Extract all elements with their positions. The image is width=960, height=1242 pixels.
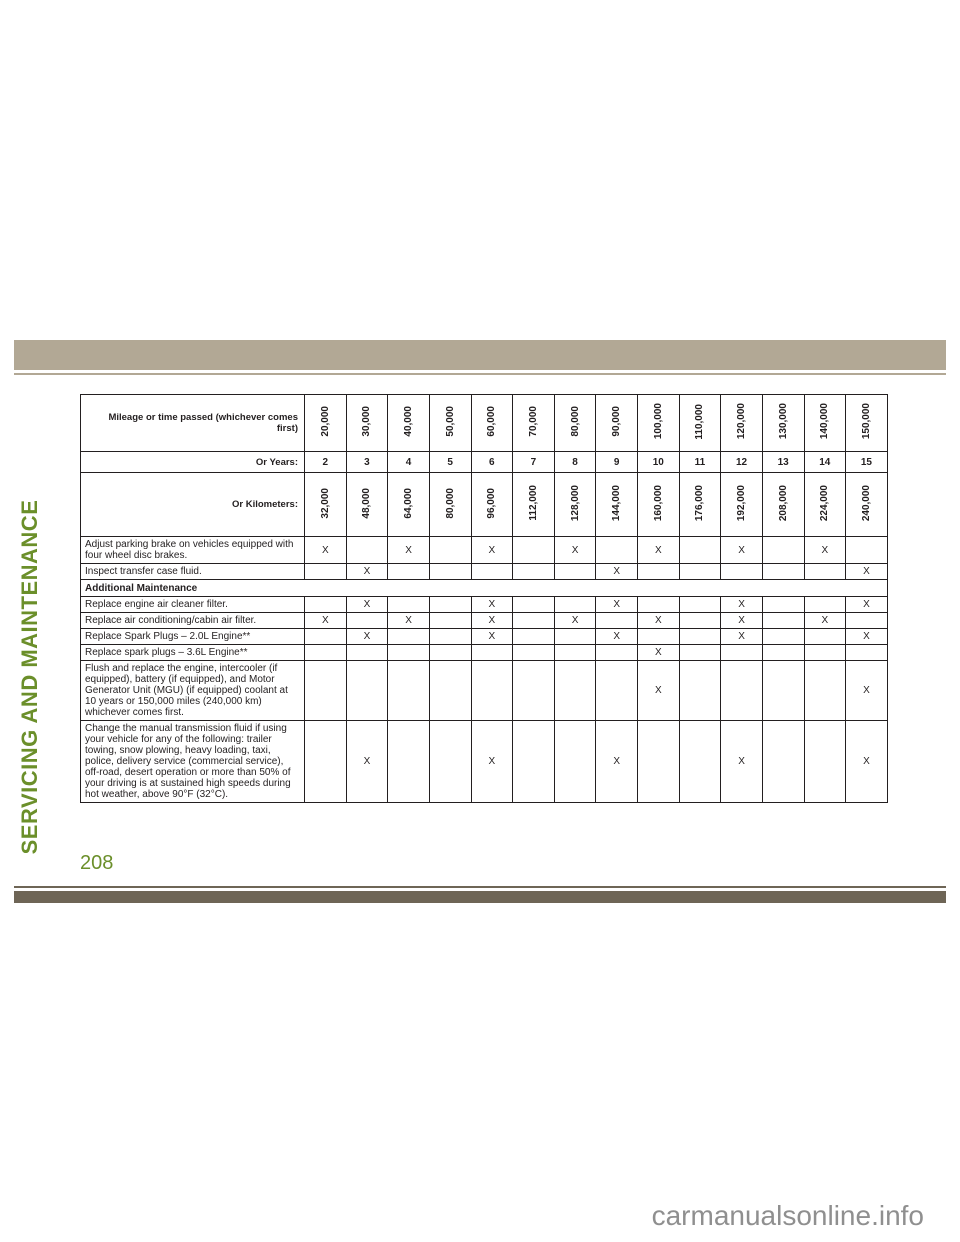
schedule-mark-cell <box>638 629 680 645</box>
schedule-mark-cell <box>429 629 471 645</box>
mileage-value: 60,000 <box>486 406 498 437</box>
schedule-mark-cell: X <box>638 661 680 721</box>
kilometers-header-cell <box>679 473 721 537</box>
schedule-mark-cell: X <box>721 613 763 629</box>
schedule-mark-cell <box>721 564 763 580</box>
schedule-mark-cell <box>388 629 430 645</box>
mileage-header-cell <box>638 395 680 452</box>
schedule-mark-cell <box>679 661 721 721</box>
schedule-mark-cell: X <box>388 537 430 564</box>
schedule-mark-cell <box>762 645 804 661</box>
schedule-mark-cell: X <box>471 629 513 645</box>
schedule-mark-cell: X <box>471 597 513 613</box>
schedule-mark-cell <box>305 564 347 580</box>
mileage-value: 70,000 <box>527 406 539 437</box>
schedule-mark-cell: X <box>554 613 596 629</box>
maintenance-item-label: Replace engine air cleaner filter. <box>81 597 305 613</box>
kilometers-header-cell <box>513 473 555 537</box>
schedule-mark-cell <box>429 645 471 661</box>
schedule-mark-cell <box>804 629 846 645</box>
mileage-value: 30,000 <box>361 406 373 437</box>
maintenance-item-label: Flush and replace the engine, intercooler (if equipped), battery (if equipped), and Motor Generator Unit (MGU) (if equipped) coolant at 10 years or 150,000 miles (240,000 km) whichever comes first. <box>81 661 305 721</box>
schedule-mark-cell: X <box>471 613 513 629</box>
schedule-mark-cell <box>388 564 430 580</box>
mileage-header-cell <box>596 395 638 452</box>
schedule-mark-cell <box>804 597 846 613</box>
page-number: 208 <box>80 852 114 874</box>
maintenance-item-label: Inspect transfer case fluid. <box>81 564 305 580</box>
schedule-mark-cell: X <box>346 721 388 803</box>
schedule-mark-cell <box>513 629 555 645</box>
maintenance-row <box>81 613 888 629</box>
kilometers-header-cell <box>388 473 430 537</box>
schedule-mark-cell: X <box>305 613 347 629</box>
schedule-mark-cell <box>305 721 347 803</box>
maintenance-row <box>81 564 888 580</box>
mileage-value: 150,000 <box>860 403 872 440</box>
schedule-mark-cell <box>762 564 804 580</box>
section-header-row <box>81 580 888 597</box>
schedule-mark-cell <box>596 645 638 661</box>
schedule-mark-cell: X <box>305 537 347 564</box>
kilometers-value: 32,000 <box>319 487 331 519</box>
kilometers-header-cell <box>429 473 471 537</box>
schedule-mark-cell: X <box>846 597 888 613</box>
schedule-mark-cell: X <box>471 721 513 803</box>
schedule-mark-cell <box>679 629 721 645</box>
schedule-mark-cell <box>429 661 471 721</box>
maintenance-item-label: Replace Spark Plugs – 2.0L Engine** <box>81 629 305 645</box>
schedule-mark-cell <box>762 597 804 613</box>
mileage-value: 90,000 <box>611 406 623 437</box>
maintenance-row <box>81 645 888 661</box>
schedule-mark-cell: X <box>638 645 680 661</box>
watermark: carmanualsonline.info <box>651 1200 924 1231</box>
schedule-mark-cell <box>804 564 846 580</box>
years-header-cell: 4 <box>388 452 430 473</box>
schedule-mark-cell <box>762 537 804 564</box>
schedule-mark-cell <box>596 661 638 721</box>
years-header-cell: 11 <box>679 452 721 473</box>
schedule-mark-cell: X <box>846 564 888 580</box>
mileage-header-cell <box>388 395 430 452</box>
schedule-mark-cell: X <box>804 613 846 629</box>
kilometers-value: 112,000 <box>527 485 539 521</box>
schedule-mark-cell <box>388 661 430 721</box>
schedule-mark-cell <box>429 564 471 580</box>
schedule-mark-cell <box>471 661 513 721</box>
kilometers-header-cell <box>554 473 596 537</box>
mileage-header-cell <box>429 395 471 452</box>
schedule-mark-cell <box>346 661 388 721</box>
kilometers-header-cell <box>721 473 763 537</box>
schedule-mark-cell: X <box>846 629 888 645</box>
mileage-value: 120,000 <box>736 403 748 440</box>
kilometers-value: 96,000 <box>486 487 498 519</box>
years-header-cell: 5 <box>429 452 471 473</box>
sidebar-section-title-text: SERVICING AND MAINTENANCE <box>17 499 42 855</box>
schedule-mark-cell: X <box>596 629 638 645</box>
mileage-value: 140,000 <box>819 403 831 440</box>
kilometers-value: 144,000 <box>611 484 623 522</box>
schedule-mark-cell <box>846 613 888 629</box>
schedule-mark-cell: X <box>721 721 763 803</box>
mileage-value: 50,000 <box>444 406 456 437</box>
bottom-decorative-band <box>14 891 946 903</box>
kilometers-header-row <box>81 473 888 537</box>
schedule-mark-cell <box>429 597 471 613</box>
mileage-value: 40,000 <box>403 406 415 437</box>
schedule-mark-cell <box>804 661 846 721</box>
years-header-cell: 9 <box>596 452 638 473</box>
schedule-mark-cell <box>554 721 596 803</box>
kilometers-value: 80,000 <box>444 487 456 519</box>
kilometers-header-cell <box>762 473 804 537</box>
schedule-mark-cell <box>513 597 555 613</box>
schedule-mark-cell <box>554 645 596 661</box>
kilometers-value: 128,000 <box>569 484 581 522</box>
mileage-value: 20,000 <box>319 406 331 437</box>
schedule-mark-cell <box>596 613 638 629</box>
kilometers-value: 240,000 <box>860 484 872 522</box>
schedule-mark-cell <box>762 661 804 721</box>
bottom-decorative-line <box>14 886 946 888</box>
maintenance-schedule-table <box>80 394 888 803</box>
schedule-mark-cell <box>429 537 471 564</box>
schedule-mark-cell <box>346 537 388 564</box>
years-header-cell: 15 <box>846 452 888 473</box>
schedule-mark-cell <box>638 721 680 803</box>
schedule-mark-cell <box>846 645 888 661</box>
schedule-mark-cell <box>346 613 388 629</box>
schedule-mark-cell <box>513 645 555 661</box>
schedule-mark-cell <box>513 537 555 564</box>
schedule-mark-cell <box>513 721 555 803</box>
schedule-mark-cell: X <box>804 537 846 564</box>
years-header-row <box>81 452 888 473</box>
schedule-mark-cell <box>721 645 763 661</box>
schedule-mark-cell: X <box>346 597 388 613</box>
years-header-cell: 6 <box>471 452 513 473</box>
kilometers-value: 176,000 <box>694 484 706 522</box>
maintenance-item-label: Change the manual transmission fluid if using your vehicle for any of the following: trailer towing, snow plowing, heavy loading, taxi, police, delivery service (commercial service), off-road, desert operation or more than 50% of your driving is at sustained high speeds during hot weather, above 90°F (32°C). <box>81 721 305 803</box>
mileage-header-cell <box>346 395 388 452</box>
schedule-mark-cell <box>638 597 680 613</box>
schedule-mark-cell <box>679 645 721 661</box>
years-header-cell: 7 <box>513 452 555 473</box>
years-header-cell: 10 <box>638 452 680 473</box>
schedule-mark-cell: X <box>346 564 388 580</box>
schedule-mark-cell <box>679 597 721 613</box>
schedule-mark-cell <box>388 645 430 661</box>
kilometers-header-label: Or Kilometers: <box>81 473 305 537</box>
mileage-header-cell <box>305 395 347 452</box>
mileage-header-cell <box>762 395 804 452</box>
schedule-mark-cell: X <box>596 597 638 613</box>
schedule-mark-cell <box>596 537 638 564</box>
schedule-mark-cell <box>554 661 596 721</box>
schedule-mark-cell <box>804 645 846 661</box>
schedule-mark-cell <box>679 721 721 803</box>
maintenance-item-label: Adjust parking brake on vehicles equipped with four wheel disc brakes. <box>81 537 305 564</box>
maintenance-row <box>81 537 888 564</box>
kilometers-header-cell <box>804 473 846 537</box>
mileage-value: 100,000 <box>652 403 664 440</box>
kilometers-value: 48,000 <box>361 487 373 519</box>
schedule-mark-cell <box>305 597 347 613</box>
maintenance-row <box>81 721 888 803</box>
kilometers-value: 208,000 <box>777 484 789 522</box>
top-decorative-band <box>14 340 946 370</box>
schedule-mark-cell <box>305 629 347 645</box>
years-header-cell: 12 <box>721 452 763 473</box>
schedule-mark-cell: X <box>846 721 888 803</box>
schedule-mark-cell: X <box>638 537 680 564</box>
mileage-value: 130,000 <box>777 403 789 440</box>
schedule-mark-cell: X <box>554 537 596 564</box>
schedule-mark-cell <box>762 629 804 645</box>
maintenance-row <box>81 597 888 613</box>
mileage-header-row <box>81 395 888 452</box>
schedule-mark-cell: X <box>638 613 680 629</box>
schedule-mark-cell: X <box>346 629 388 645</box>
mileage-value: 80,000 <box>569 406 581 437</box>
schedule-mark-cell <box>429 613 471 629</box>
schedule-mark-cell <box>346 645 388 661</box>
kilometers-value: 192,000 <box>736 484 748 522</box>
schedule-mark-cell <box>471 564 513 580</box>
schedule-mark-cell <box>679 537 721 564</box>
kilometers-header-cell <box>596 473 638 537</box>
years-header-cell: 3 <box>346 452 388 473</box>
schedule-mark-cell <box>679 564 721 580</box>
maintenance-row <box>81 661 888 721</box>
schedule-mark-cell <box>388 597 430 613</box>
schedule-mark-cell <box>554 629 596 645</box>
kilometers-value: 224,000 <box>819 484 831 522</box>
years-header-cell: 14 <box>804 452 846 473</box>
schedule-mark-cell <box>679 613 721 629</box>
mileage-header-cell <box>554 395 596 452</box>
schedule-mark-cell <box>513 613 555 629</box>
schedule-mark-cell <box>554 564 596 580</box>
kilometers-header-cell <box>846 473 888 537</box>
schedule-mark-cell <box>762 721 804 803</box>
schedule-mark-cell: X <box>721 597 763 613</box>
kilometers-header-cell <box>638 473 680 537</box>
schedule-mark-cell <box>429 721 471 803</box>
schedule-mark-cell <box>513 564 555 580</box>
mileage-header-cell <box>471 395 513 452</box>
mileage-header-cell <box>513 395 555 452</box>
mileage-header-cell <box>846 395 888 452</box>
top-decorative-line <box>14 373 946 375</box>
schedule-mark-cell: X <box>721 537 763 564</box>
schedule-mark-cell: X <box>596 721 638 803</box>
years-header-cell: 13 <box>762 452 804 473</box>
kilometers-header-cell <box>346 473 388 537</box>
maintenance-item-label: Replace spark plugs – 3.6L Engine** <box>81 645 305 661</box>
schedule-mark-cell <box>638 564 680 580</box>
schedule-mark-cell: X <box>596 564 638 580</box>
schedule-mark-cell: X <box>471 537 513 564</box>
kilometers-header-cell <box>305 473 347 537</box>
schedule-mark-cell <box>471 645 513 661</box>
years-header-cell: 2 <box>305 452 347 473</box>
mileage-header-label: Mileage or time passed (whichever comes first) <box>81 395 305 452</box>
maintenance-item-label: Replace air conditioning/cabin air filter. <box>81 613 305 629</box>
mileage-header-cell <box>804 395 846 452</box>
mileage-header-cell <box>721 395 763 452</box>
mileage-value: 110,000 <box>694 403 706 440</box>
kilometers-header-cell <box>471 473 513 537</box>
kilometers-value: 64,000 <box>403 487 415 519</box>
schedule-mark-cell: X <box>721 629 763 645</box>
mileage-header-cell <box>679 395 721 452</box>
schedule-mark-cell <box>846 537 888 564</box>
schedule-mark-cell: X <box>388 613 430 629</box>
schedule-mark-cell <box>388 721 430 803</box>
schedule-mark-cell <box>305 645 347 661</box>
schedule-mark-cell <box>804 721 846 803</box>
schedule-mark-cell <box>305 661 347 721</box>
years-header-label: Or Years: <box>81 452 305 473</box>
maintenance-row <box>81 629 888 645</box>
kilometers-value: 160,000 <box>652 484 664 522</box>
schedule-mark-cell <box>762 613 804 629</box>
schedule-mark-cell <box>721 661 763 721</box>
years-header-cell: 8 <box>554 452 596 473</box>
schedule-mark-cell <box>513 661 555 721</box>
schedule-mark-cell <box>554 597 596 613</box>
schedule-mark-cell: X <box>846 661 888 721</box>
section-title: Additional Maintenance <box>81 580 888 597</box>
